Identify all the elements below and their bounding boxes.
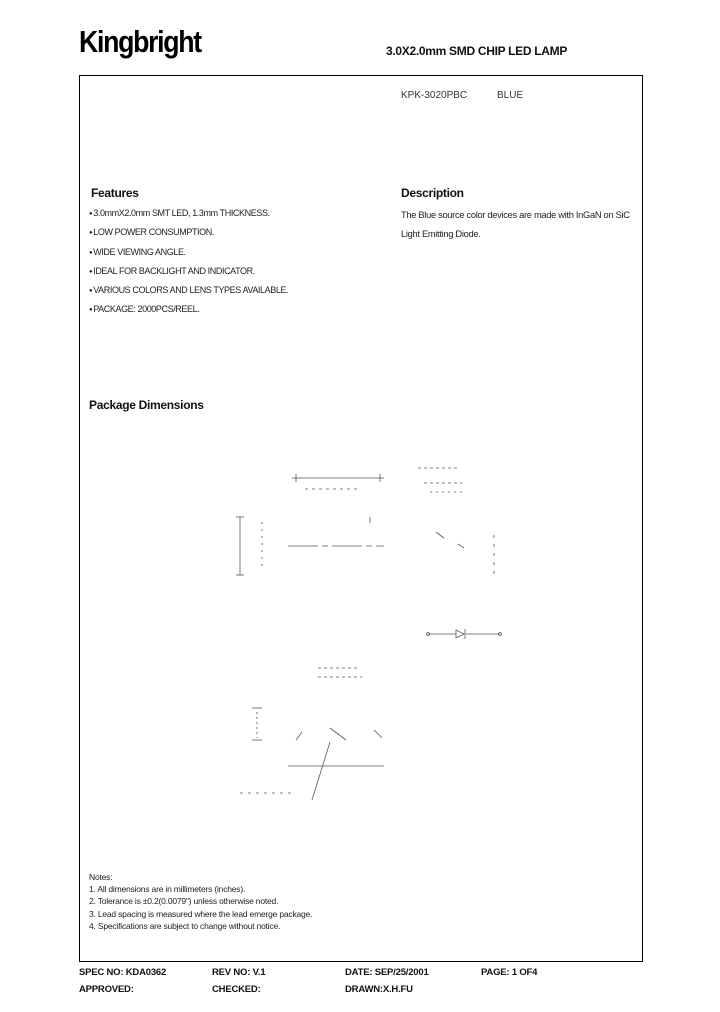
feature-item: ● WIDE VIEWING ANGLE. (89, 246, 288, 265)
feature-item: ● LOW POWER CONSUMPTION. (89, 226, 288, 245)
feature-item: ● 3.0mmX2.0mm SMT LED, 1.3mm THICKNESS. (89, 207, 288, 226)
diode-symbol (427, 629, 502, 639)
checked-label: CHECKED: (212, 984, 261, 995)
spec-number: SPEC NO: KDA0362 (79, 967, 167, 978)
part-number: KPK-3020PBC (401, 90, 468, 101)
top-view-drawing (236, 474, 384, 575)
note-item: 2. Tolerance is ±0.2(0.0079") unless otherwise noted. (89, 896, 279, 907)
product-color: BLUE (497, 90, 524, 101)
features-heading: Features (91, 186, 139, 200)
feature-item: ● PACKAGE: 2000PCS/REEL. (89, 303, 288, 322)
revision-number: REV NO: V.1 (212, 967, 266, 978)
note-item: 1. All dimensions are in millimeters (inches). (89, 884, 246, 895)
page-number: PAGE: 1 OF4 (481, 967, 538, 978)
drawn-by: DRAWN:X.H.FU (345, 984, 413, 995)
note-item: 4. Specifications are subject to change without notice. (89, 920, 281, 931)
document-title: 3.0X2.0mm SMD CHIP LED LAMP (386, 44, 568, 58)
notes-heading: Notes: (89, 872, 113, 882)
approved-label: APPROVED: (79, 984, 134, 995)
notes-section (89, 871, 312, 932)
bottom-view-drawing (240, 668, 384, 800)
feature-item: ● IDEAL FOR BACKLIGHT AND INDICATOR. (89, 265, 288, 284)
brand-logo: Kingbright (79, 24, 201, 59)
note-item: 3. Lead spacing is measured where the lead emerge package. (89, 908, 313, 919)
feature-item: ● VARIOUS COLORS AND LENS TYPES AVAILABLE. (89, 284, 288, 303)
document-date: DATE: SEP/25/2001 (345, 967, 429, 978)
side-view-drawing (418, 468, 494, 580)
description-text: The Blue source color devices are made with InGaN on SiC Light Emitting Diode. (401, 210, 630, 239)
description-heading: Description (401, 186, 464, 200)
package-dimensions-heading: Package Dimensions (89, 398, 204, 412)
